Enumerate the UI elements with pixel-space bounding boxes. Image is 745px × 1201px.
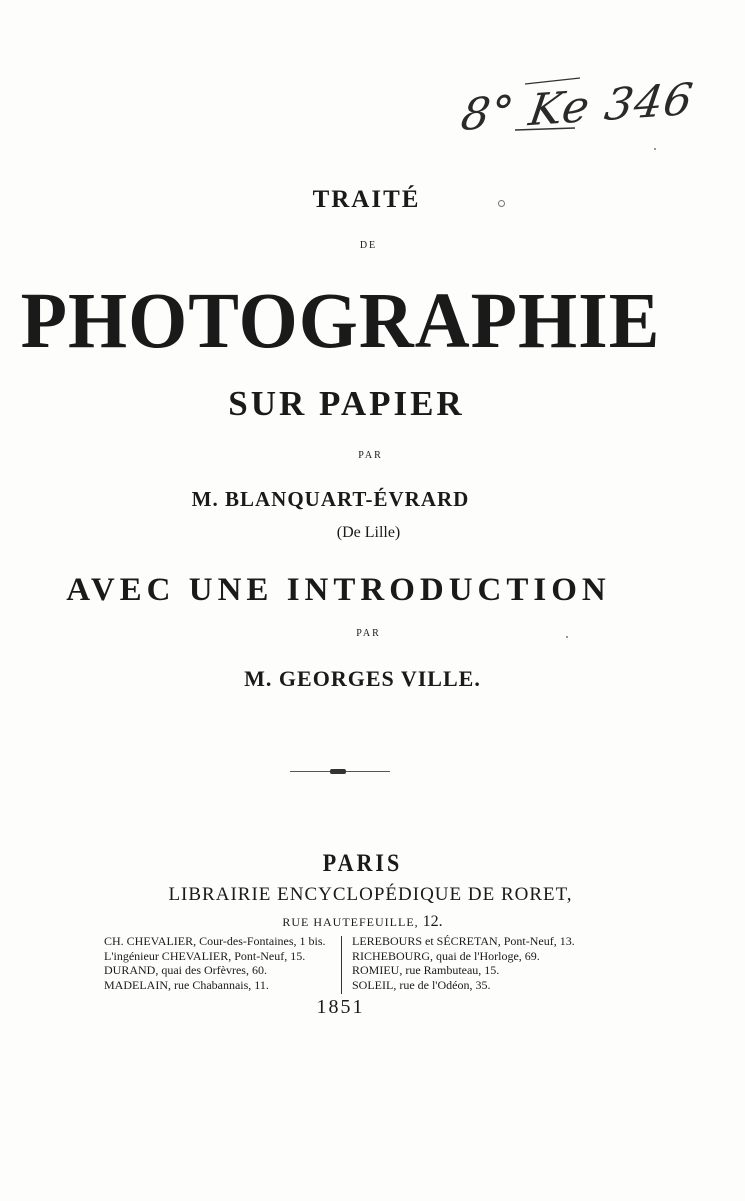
- shelfmark-text: 8° Ke 346: [457, 74, 697, 141]
- ornament-center: [330, 769, 346, 774]
- title-photographie: PHOTOGRAPHIE: [20, 276, 661, 366]
- imprint-left-line: CH. CHEVALIER, Cour-des-Fontaines, 1 bis.: [104, 934, 326, 948]
- imprint-right-line: SOLEIL, rue de l'Odéon, 35.: [352, 977, 491, 992]
- imprint-year: 1851: [316, 996, 365, 1018]
- imprint-right-line: LEREBOURS et SÉCRETAN, Pont-Neuf, 13.: [352, 934, 575, 948]
- author-name: M. BLANQUART-ÉVRARD: [191, 487, 470, 511]
- paper-speck: [566, 636, 568, 638]
- title-traite: TRAITÉ: [312, 186, 421, 213]
- column-divider: [341, 936, 342, 994]
- imprint-right-line: ROMIEU, rue Rambuteau, 15.: [352, 963, 500, 977]
- imprint-publisher: LIBRAIRIE ENCYCLOPÉDIQUE DE RORET,: [168, 884, 573, 905]
- imprint-left-line: DURAND, quai des Orfèvres, 60.: [104, 963, 267, 977]
- ornament-rule-icon: [290, 769, 390, 775]
- paper-speck: [498, 200, 505, 207]
- title-sur-papier: SUR PAPIER: [228, 384, 465, 423]
- imprint-left-column: [104, 934, 326, 992]
- imprint-city: PARIS: [322, 848, 403, 877]
- introduction-author: M. GEORGES VILLE.: [244, 666, 481, 691]
- introduction-par: PAR: [356, 628, 381, 639]
- imprint-street: RUE HAUTEFEUILLE,: [282, 915, 419, 929]
- handwritten-shelfmark: [455, 72, 697, 152]
- imprint-left-line: MADELAIN, rue Chabannais, 11.: [104, 977, 269, 992]
- introduction-heading: AVEC UNE INTRODUCTION: [66, 572, 611, 608]
- author-par: PAR: [358, 450, 383, 461]
- imprint-right-column: [352, 934, 575, 992]
- imprint-left-line: L'ingénieur CHEVALIER, Pont-Neuf, 15.: [104, 948, 306, 963]
- imprint-right-line: RICHEBOURG, quai de l'Horloge, 69.: [352, 948, 540, 963]
- title-de: DE: [359, 240, 378, 251]
- paper-speck: [654, 148, 656, 150]
- imprint-street-line: [0, 913, 735, 931]
- imprint-street-number: 12.: [422, 913, 443, 930]
- author-origin: (De Lille): [336, 524, 401, 541]
